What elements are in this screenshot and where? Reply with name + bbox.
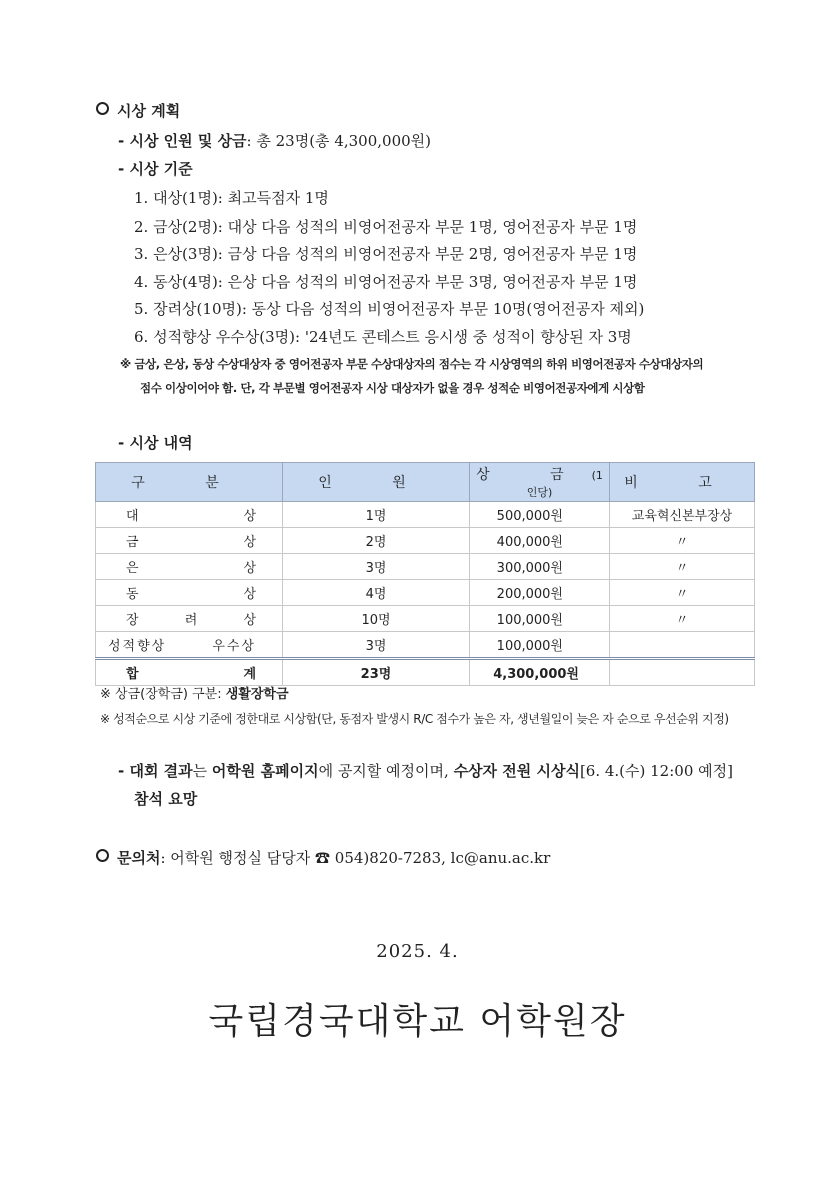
total-amount: 4,300,000원 [470, 659, 610, 686]
table-row [96, 632, 755, 659]
table-row [96, 502, 755, 528]
row-category: 은 상 [96, 554, 283, 580]
row-amount: 400,000원 [470, 528, 610, 554]
issue-date: 2025. 4. [376, 941, 459, 962]
row-count: 10명 [283, 606, 470, 632]
row-amount: 100,000원 [470, 632, 610, 659]
row-count: 4명 [283, 580, 470, 606]
row-remark: 〃 [610, 580, 755, 606]
header-category: 구 분 [96, 463, 283, 502]
announcement-line1: - 대회 결과는 어학원 홈페이지에 공지할 예정이며, 수상자 전원 시상식[6. 4.(수) 12:00 예정] [118, 762, 733, 780]
row-remark [610, 632, 755, 659]
header-remark: 비 고 [610, 463, 755, 502]
row-count: 3명 [283, 632, 470, 659]
row-category: 동 상 [96, 580, 283, 606]
row-amount: 300,000원 [470, 554, 610, 580]
criteria-item: 2. 금상(2명): 대상 다음 성적의 비영어전공자 부문 1명, 영어전공자 부문 1명 [134, 218, 638, 236]
prize-type-note: ※ 상금(장학금) 구분: 생활장학금 [100, 687, 289, 702]
table-total-row [96, 659, 755, 686]
row-count: 3명 [283, 554, 470, 580]
row-category: 금 상 [96, 528, 283, 554]
circle-bullet-icon [96, 849, 109, 862]
row-remark: 〃 [610, 606, 755, 632]
criteria-item: 4. 동상(4명): 은상 다음 성적의 비영어전공자 부문 3명, 영어전공자 부문 1명 [134, 273, 638, 291]
table-row [96, 580, 755, 606]
table-row [96, 528, 755, 554]
row-count: 2명 [283, 528, 470, 554]
issuer-signature: 국립경국대학교 어학원장 [208, 1001, 627, 1042]
table-row [96, 554, 755, 580]
row-category: 대 상 [96, 502, 283, 528]
prize-table [95, 462, 755, 686]
criteria-item: 1. 대상(1명): 최고득점자 1명 [134, 189, 329, 207]
plan-heading: 시상 계획 [96, 100, 180, 121]
row-amount: 500,000원 [470, 502, 610, 528]
criteria-item: 3. 은상(3명): 금상 다음 성적의 비영어전공자 부문 2명, 영어전공자 부문 1명 [134, 245, 638, 263]
row-remark: 〃 [610, 528, 755, 554]
row-remark: 교육혁신본부장상 [610, 502, 755, 528]
total-remark [610, 659, 755, 686]
row-amount: 200,000원 [470, 580, 610, 606]
row-count: 1명 [283, 502, 470, 528]
row-category: 성적향상 우수상 [96, 632, 283, 659]
ranking-order-note: ※ 성적순으로 시상 기준에 정한대로 시상함(단, 동점자 발생시 R/C 점수가 높은 자, 생년월일이 늦은 자 순으로 우선순위 지정) [100, 712, 729, 726]
table-header-row [96, 463, 755, 502]
total-count: 23명 [283, 659, 470, 686]
criteria-note-line1: ※ 금상, 은상, 동상 수상대상자 중 영어전공자 부문 수상대상자의 점수는 각 시상영역의 하위 비영어전공자 수상대상자의 [120, 357, 704, 371]
total-category: 합 계 [96, 659, 283, 686]
criteria-label: - 시상 기준 [118, 160, 193, 178]
row-remark: 〃 [610, 554, 755, 580]
announcement-line2: 참석 요망 [134, 790, 198, 808]
criteria-note-line2: 점수 이상이어야 함. 단, 각 부문별 영어전공자 시상 대상자가 없을 경우 성적순 비영어전공자에게 시상함 [140, 381, 645, 395]
row-amount: 100,000원 [470, 606, 610, 632]
details-label: - 시상 내역 [118, 434, 193, 452]
table-row [96, 606, 755, 632]
header-count: 인 원 [283, 463, 470, 502]
row-category: 장 려 상 [96, 606, 283, 632]
winners-line: - 시상 인원 및 상금: 총 23명(총 4,300,000원) [118, 132, 431, 150]
circle-bullet-icon [96, 102, 109, 115]
contact-line: 문의처: 어학원 행정실 담당자 ☎ 054)820-7283, lc@anu.ac.kr [96, 847, 550, 868]
criteria-item: 6. 성적향상 우수상(3명): '24년도 콘테스트 응시생 중 성적이 향상된 자 3명 [134, 328, 632, 346]
criteria-item: 5. 장려상(10명): 동상 다음 성적의 비영어전공자 부문 10명(영어전공자 제외) [134, 300, 645, 318]
header-prize: 상 금(1인당) [470, 463, 610, 502]
